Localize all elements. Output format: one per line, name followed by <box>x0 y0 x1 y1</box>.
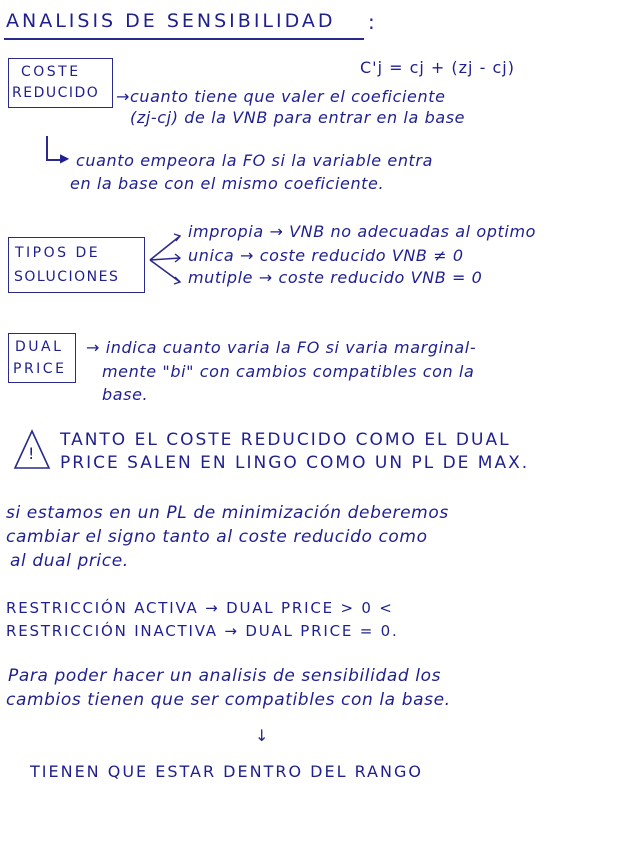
compatibilidad-line2: cambios tienen que ser compatibles con la base. <box>6 690 451 710</box>
minimizacion-line1: si estamos en un PL de minimización deberemos <box>6 503 449 523</box>
coste-reducido-box <box>8 58 113 108</box>
dual-box-line1: DUAL <box>15 339 64 355</box>
tipos-box-line2: SOLUCIONES <box>14 269 120 285</box>
page-title: ANALISIS DE SENSIBILIDAD <box>6 10 336 32</box>
coste-reducido-text2-line1: cuanto empeora la FO si la variable entra <box>76 151 434 170</box>
connector-arrowhead-icon: ▶ <box>60 151 70 165</box>
minimizacion-line3: al dual price. <box>10 551 129 571</box>
coste-reducido-text1-line1: →cuanto tiene que valer el coeficiente <box>116 87 446 106</box>
warning-mark: ! <box>28 444 35 463</box>
title-colon: : <box>368 10 375 34</box>
tipos-item-multiple: mutiple → coste reducido VNB = 0 <box>188 268 483 287</box>
minimizacion-line2: cambiar el signo tanto al coste reducido como <box>6 527 428 547</box>
conclusion: TIENEN QUE ESTAR DENTRO DEL RANGO <box>30 762 423 781</box>
title-underline <box>4 38 364 40</box>
tipos-box-line1: TIPOS DE <box>15 245 101 261</box>
warning-line1: TANTO EL COSTE REDUCIDO COMO EL DUAL <box>60 430 511 450</box>
tipos-item-impropia: impropia → VNB no adecuadas al optimo <box>188 222 537 241</box>
compatibilidad-line1: Para poder hacer un analisis de sensibilidad los <box>8 666 442 686</box>
coste-reducido-box-line1: COSTE <box>21 64 81 80</box>
coste-reducido-text2-line2: en la base con el mismo coeficiente. <box>70 174 385 193</box>
dual-line1: → indica cuanto varia la FO si varia marginal- <box>86 338 477 357</box>
dual-line2: mente "bi" con cambios compatibles con la <box>102 362 475 381</box>
dual-line3: base. <box>102 385 149 404</box>
coste-reducido-box-line2: REDUCIDO <box>12 85 100 101</box>
dual-price-box <box>8 333 76 383</box>
restriccion-inactiva: RESTRICCIÓN INACTIVA → DUAL PRICE = 0. <box>6 622 399 640</box>
coste-reducido-text1-line2: (zj-cj) de la VNB para entrar en la base <box>130 108 466 127</box>
tipos-soluciones-box <box>8 237 145 293</box>
dual-box-line2: PRICE <box>13 361 67 377</box>
tipos-branch-arrows-icon <box>146 228 186 292</box>
connector-vertical <box>46 136 48 160</box>
down-arrow-icon: ↓ <box>255 726 269 745</box>
tipos-item-unica: unica → coste reducido VNB ≠ 0 <box>188 246 464 265</box>
warning-line2: PRICE SALEN EN LINGO COMO UN PL DE MAX. <box>60 453 530 473</box>
coste-reducido-formula: C'j = cj + (zj - cj) <box>360 58 515 77</box>
restriccion-activa: RESTRICCIÓN ACTIVA → DUAL PRICE > 0 < <box>6 599 394 617</box>
